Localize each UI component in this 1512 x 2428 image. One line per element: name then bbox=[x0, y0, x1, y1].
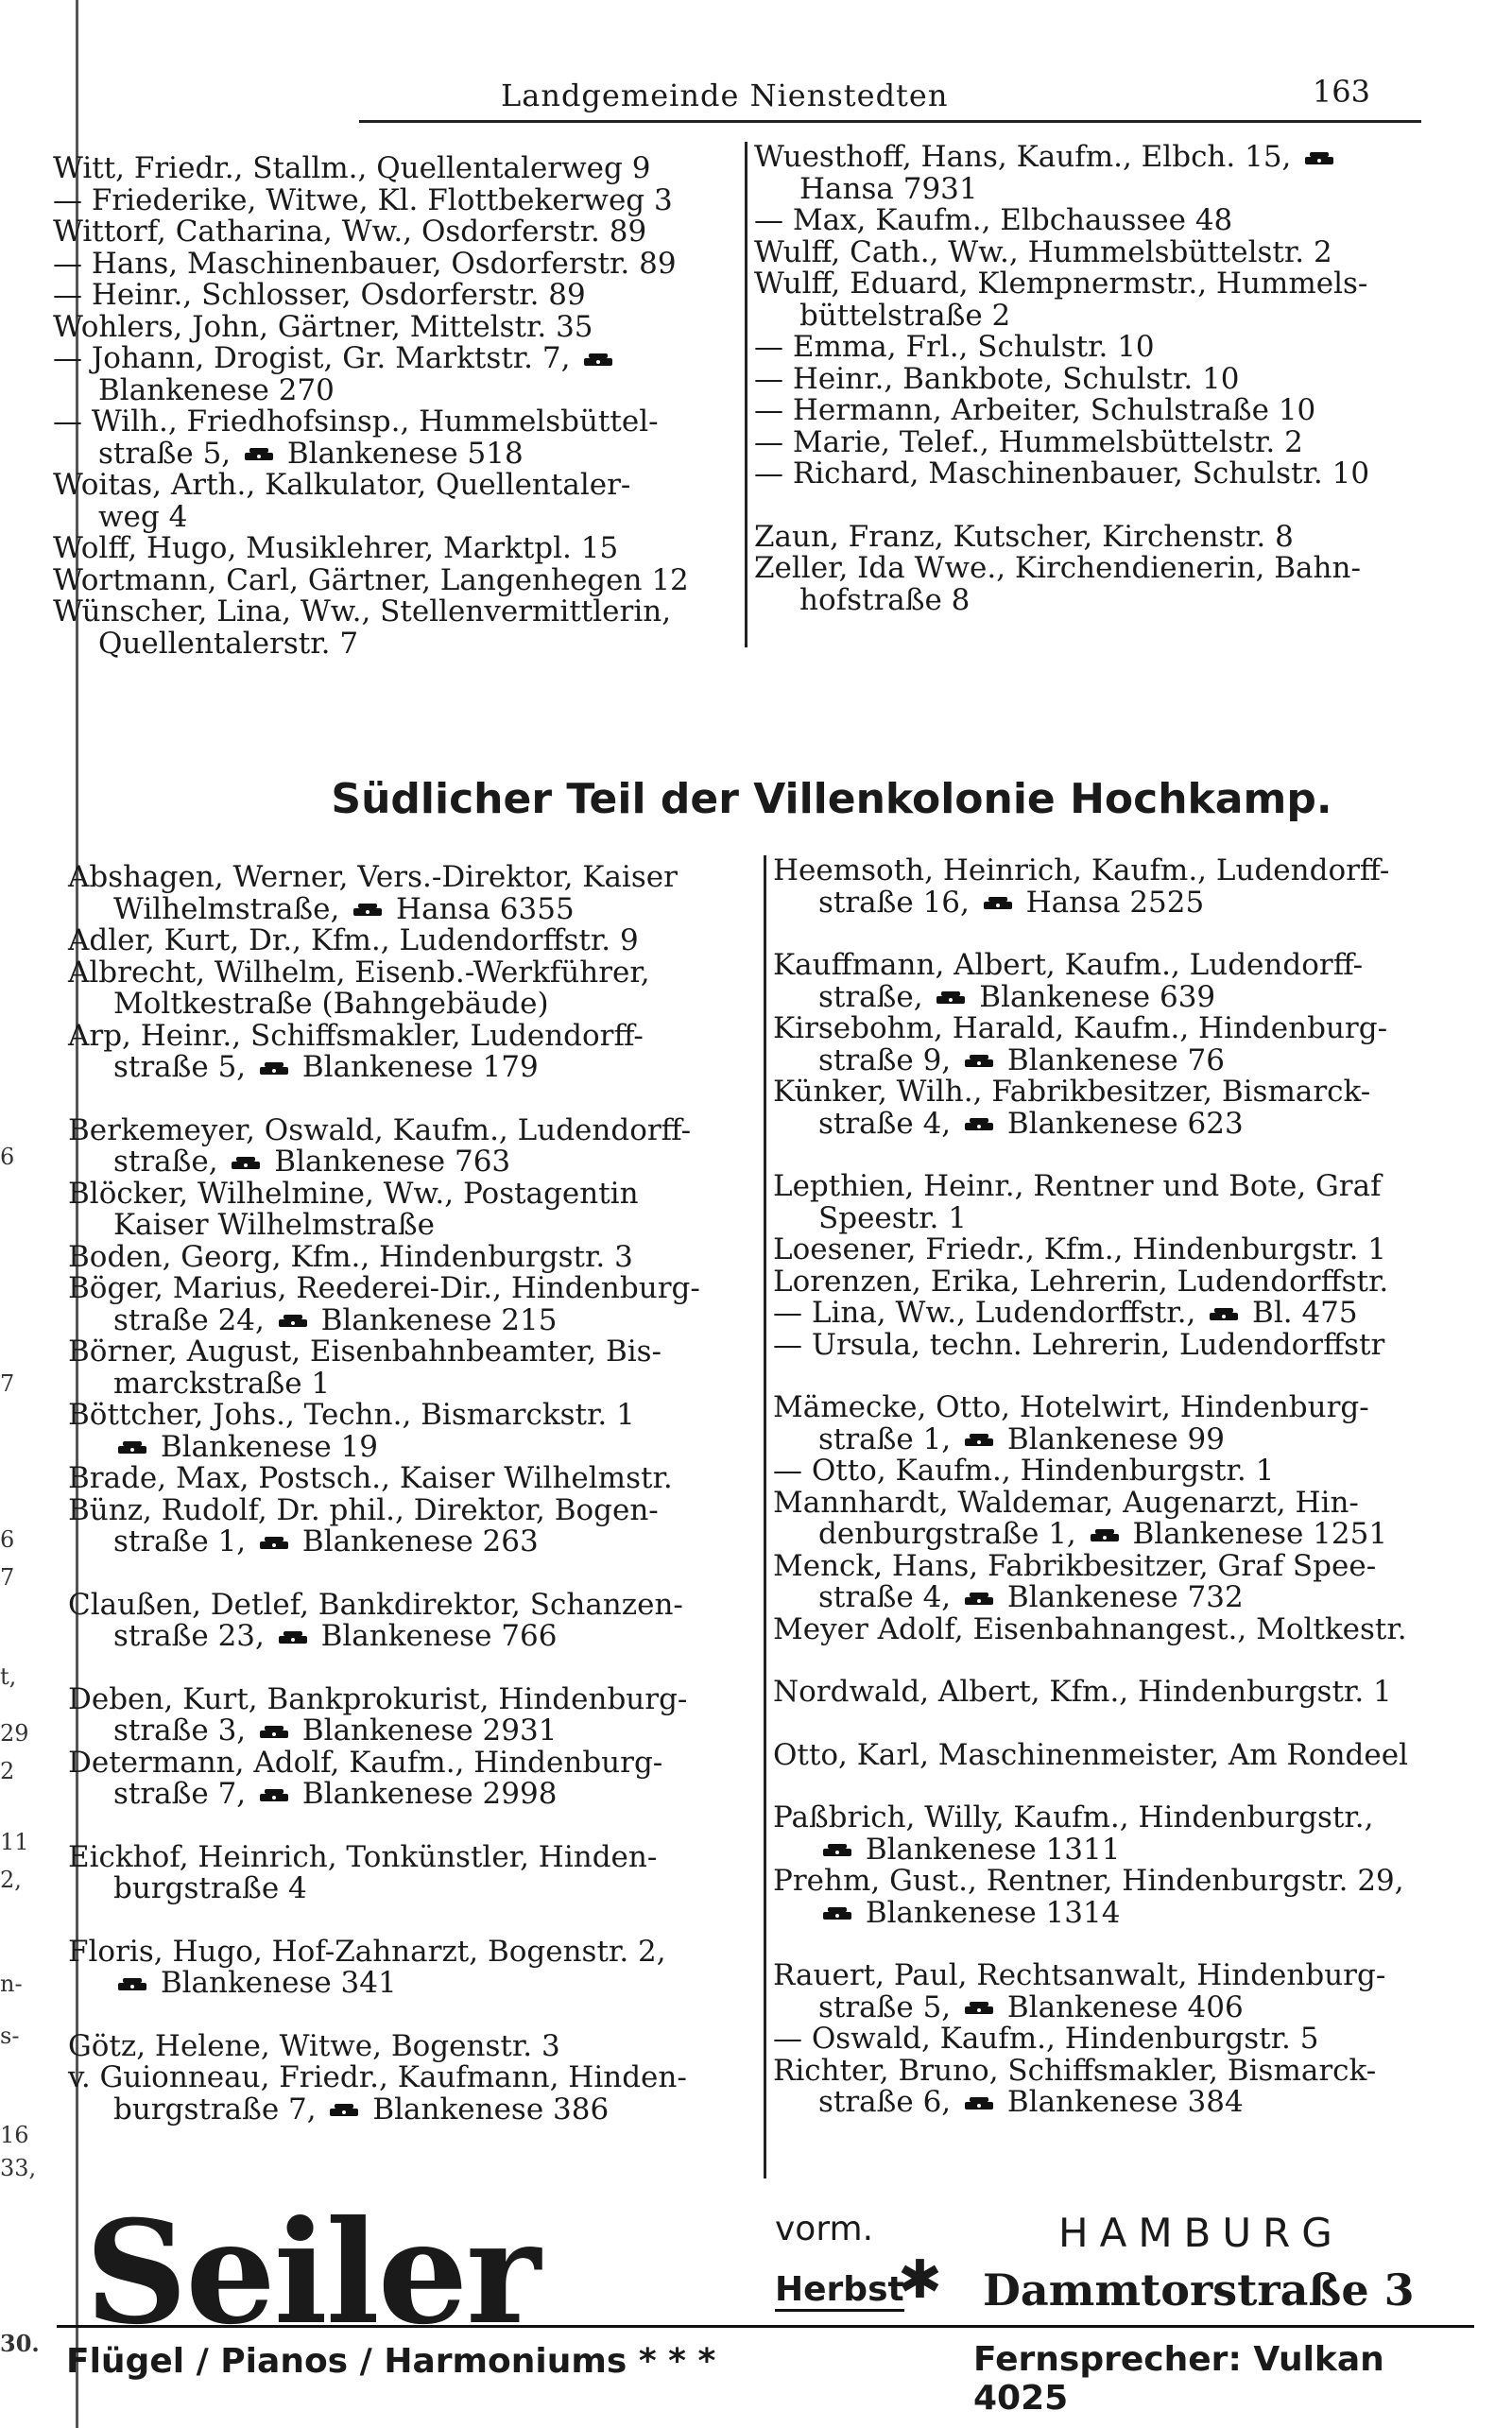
directory-entry-continuation: Quellentalerstr. 7 bbox=[98, 626, 359, 661]
directory-entry: Wulff, Cath., Ww., Hummelsbüttelstr. 2 bbox=[754, 234, 1332, 269]
directory-entry: Abshagen, Werner, Vers.-Direktor, Kaiser bbox=[68, 860, 678, 894]
telephone-icon bbox=[259, 1061, 289, 1076]
directory-entry: Menck, Hans, Fabrikbesitzer, Graf Spee- bbox=[773, 1548, 1377, 1583]
ad-phone: Fernsprecher: Vulkan 4025 bbox=[973, 2340, 1384, 2418]
telephone-icon bbox=[329, 2103, 359, 2118]
telephone-icon bbox=[964, 2001, 994, 2016]
directory-entry-continuation: burgstraße 7, Blankenese 386 bbox=[113, 2092, 610, 2127]
gutter-fragment: n- bbox=[0, 1971, 23, 1997]
telephone-icon bbox=[936, 990, 966, 1006]
page-header bbox=[359, 74, 1389, 125]
running-title: Landgemeinde Nienstedten bbox=[501, 77, 949, 113]
directory-entry-continuation: straße 7, Blankenese 2998 bbox=[113, 1777, 558, 1811]
directory-entry: Künker, Wilh., Fabrikbesitzer, Bismarck- bbox=[773, 1075, 1371, 1109]
gutter-fragment: 7 bbox=[0, 1564, 15, 1591]
gutter-fragment: 33, bbox=[0, 2155, 37, 2181]
directory-entry-continuation: straße 1, Blankenese 263 bbox=[113, 1524, 539, 1558]
gutter-fragment: t, bbox=[0, 1663, 17, 1690]
directory-entry: — Heinr., Bankbote, Schulstr. 10 bbox=[754, 361, 1240, 396]
directory-entry: — Hans, Maschinenbauer, Osdorferstr. 89 bbox=[53, 246, 677, 281]
directory-entry: Claußen, Detlef, Bankdirektor, Schanzen- bbox=[68, 1587, 683, 1622]
telephone-icon bbox=[352, 903, 383, 918]
header-rule bbox=[359, 120, 1421, 123]
directory-entry-continuation: straße 5, Blankenese 179 bbox=[113, 1050, 539, 1084]
ad-vorm: vorm. bbox=[775, 2210, 874, 2248]
telephone-icon bbox=[244, 447, 274, 462]
directory-entry: Loesener, Friedr., Kfm., Hindenburgstr. 1 bbox=[773, 1232, 1387, 1266]
gutter-fragment: 2 bbox=[0, 1758, 15, 1784]
directory-entry: Prehm, Gust., Rentner, Hindenburgstr. 29, bbox=[773, 1864, 1404, 1898]
gutter-fragment: 29 bbox=[0, 1720, 29, 1747]
directory-entry: Wuesthoff, Hans, Kaufm., Elbch. 15, bbox=[754, 142, 1453, 174]
directory-entry: Meyer Adolf, Eisenbahnangest., Moltkestr. bbox=[773, 1611, 1407, 1646]
directory-entry-continuation: straße 16, Hansa 2525 bbox=[818, 885, 1205, 920]
star-icon: ✱ bbox=[898, 2249, 942, 2311]
directory-entry: — Hermann, Arbeiter, Schulstraße 10 bbox=[754, 393, 1316, 427]
telephone-icon bbox=[964, 1433, 994, 1448]
directory-entry: Rauert, Paul, Rechtsanwalt, Hindenburg- bbox=[773, 1958, 1386, 1992]
directory-entry: v. Guionneau, Friedr., Kaufmann, Hinden- bbox=[68, 2060, 687, 2094]
directory-entry: Kirsebohm, Harald, Kaufm., Hindenburg- bbox=[773, 1011, 1388, 1045]
telephone-icon bbox=[964, 1117, 994, 1132]
gutter-fragment: 11 bbox=[0, 1829, 29, 1855]
directory-entry-continuation: Blankenese 1314 bbox=[773, 1898, 1472, 1930]
directory-entry: Böger, Marius, Reederei-Dir., Hindenburg- bbox=[68, 1271, 700, 1305]
section-title: Südlicher Teil der Villenkolonie Hochkamp. bbox=[331, 775, 1332, 823]
directory-entry: Böttcher, Johs., Techn., Bismarckstr. 1 bbox=[68, 1398, 635, 1432]
gutter-fragment: s- bbox=[0, 2023, 20, 2049]
directory-entry-continuation: burgstraße 4 bbox=[113, 1871, 307, 1905]
directory-entry: — Oswald, Kaufm., Hindenburgstr. 5 bbox=[773, 2022, 1319, 2056]
directory-entry: — Otto, Kaufm., Hindenburgstr. 1 bbox=[773, 1454, 1275, 1488]
directory-entry: Berkemeyer, Oswald, Kaufm., Ludendorff- bbox=[68, 1112, 692, 1147]
directory-entry-continuation: Blankenese 341 bbox=[68, 1968, 748, 2000]
telephone-icon bbox=[117, 1440, 147, 1455]
hochkamp-left-column bbox=[68, 862, 748, 2126]
directory-entry-continuation: straße 5, Blankenese 518 bbox=[98, 436, 524, 471]
directory-entry-continuation: Blankenese 270 bbox=[98, 372, 335, 407]
directory-entry-continuation: straße 24, Blankenese 215 bbox=[113, 1302, 558, 1337]
directory-entry-continuation: Kaiser Wilhelmstraße bbox=[113, 1208, 435, 1242]
directory-entry-continuation: straße 9, Blankenese 76 bbox=[818, 1042, 1226, 1077]
telephone-icon bbox=[259, 1536, 289, 1551]
directory-entry-continuation: straße 23, Blankenese 766 bbox=[113, 1619, 558, 1653]
directory-entry: — Emma, Frl., Schulstr. 10 bbox=[754, 330, 1155, 364]
nienstedten-right-column bbox=[754, 142, 1453, 616]
directory-entry: Otto, Karl, Maschinenmeister, Am Rondeel bbox=[773, 1737, 1408, 1772]
nienstedten-left-column bbox=[53, 153, 733, 660]
column-divider bbox=[745, 142, 747, 647]
directory-entry: Determann, Adolf, Kaufm., Hindenburg- bbox=[68, 1745, 663, 1780]
telephone-icon bbox=[583, 353, 613, 368]
ad-herbst: Herbst bbox=[775, 2270, 904, 2312]
telephone-icon bbox=[822, 1843, 852, 1858]
telephone-icon bbox=[117, 1977, 147, 1992]
directory-entry: Wünscher, Lina, Ww., Stellenvermittlerin, bbox=[53, 594, 672, 629]
directory-entry: Wolff, Hugo, Musiklehrer, Marktpl. 15 bbox=[53, 531, 619, 565]
directory-entry: Mannhardt, Waldemar, Augenarzt, Hin- bbox=[773, 1485, 1359, 1520]
directory-entry: — Heinr., Schlosser, Osdorferstr. 89 bbox=[53, 278, 586, 312]
telephone-icon bbox=[259, 1725, 289, 1740]
directory-entry: Deben, Kurt, Bankprokurist, Hindenburg- bbox=[68, 1681, 688, 1716]
directory-entry-continuation: straße 4, Blankenese 623 bbox=[818, 1106, 1244, 1141]
directory-entry-continuation: weg 4 bbox=[98, 499, 188, 534]
directory-entry: Zaun, Franz, Kutscher, Kirchenstr. 8 bbox=[754, 519, 1294, 554]
directory-entry-continuation: Hansa 7931 bbox=[799, 171, 978, 206]
directory-entry: Witt, Friedr., Stallm., Quellentalerweg 9 bbox=[53, 151, 651, 185]
telephone-icon bbox=[259, 1788, 289, 1803]
directory-entry-continuation: straße 5, Blankenese 406 bbox=[818, 1989, 1244, 2024]
directory-entry: — Lina, Ww., Ludendorffstr., Bl. 475 bbox=[773, 1296, 1358, 1330]
column-divider bbox=[764, 855, 766, 2178]
ad-city: HAMBURG bbox=[1058, 2210, 1344, 2256]
directory-entry: Blöcker, Wilhelmine, Ww., Postagentin bbox=[68, 1176, 639, 1211]
directory-entry-continuation: büttelstraße 2 bbox=[799, 298, 1011, 333]
directory-entry: Boden, Georg, Kfm., Hindenburgstr. 3 bbox=[68, 1239, 633, 1274]
directory-entry-continuation: Blankenese 1311 bbox=[773, 1834, 1472, 1867]
page-number: 163 bbox=[1312, 74, 1370, 110]
directory-entry: — Friederike, Witwe, Kl. Flottbekerweg 3 bbox=[53, 182, 673, 217]
directory-entry: Kauffmann, Albert, Kaufm., Ludendorff- bbox=[773, 948, 1364, 982]
directory-entry-continuation: denburgstraße 1, Blankenese 1251 bbox=[818, 1517, 1388, 1551]
telephone-icon bbox=[964, 1592, 994, 1607]
directory-entry: Richter, Bruno, Schiffsmakler, Bismarck- bbox=[773, 2053, 1377, 2088]
directory-entry: Floris, Hugo, Hof-Zahnarzt, Bogenstr. 2, bbox=[68, 1934, 666, 1969]
directory-entry: — Johann, Drogist, Gr. Marktstr. 7, bbox=[53, 343, 733, 375]
directory-entry: Eickhof, Heinrich, Tonkünstler, Hinden- bbox=[68, 1839, 658, 1874]
telephone-icon bbox=[278, 1314, 308, 1329]
directory-entry-continuation: straße, Blankenese 763 bbox=[113, 1145, 511, 1179]
directory-entry-continuation: straße 1, Blankenese 99 bbox=[818, 1421, 1226, 1456]
gutter-fragment: 16 bbox=[0, 2122, 29, 2148]
directory-entry-continuation: straße, Blankenese 639 bbox=[818, 979, 1216, 1014]
directory-entry: Albrecht, Wilhelm, Eisenb.-Werkführer, bbox=[68, 955, 650, 990]
directory-entry: Nordwald, Albert, Kfm., Hindenburgstr. 1 bbox=[773, 1675, 1392, 1709]
directory-entry: Lepthien, Heinr., Rentner und Bote, Graf bbox=[773, 1169, 1382, 1203]
directory-entry: Paßbrich, Willy, Kaufm., Hindenburgstr., bbox=[773, 1800, 1374, 1834]
directory-entry: Zeller, Ida Wwe., Kirchendienerin, Bahn- bbox=[754, 551, 1361, 585]
telephone-icon bbox=[1304, 151, 1334, 166]
directory-entry: Mämecke, Otto, Hotelwirt, Hindenburg- bbox=[773, 1390, 1369, 1424]
telephone-icon bbox=[822, 1906, 852, 1921]
directory-entry: Heemsoth, Heinrich, Kaufm., Ludendorff- bbox=[773, 853, 1390, 887]
directory-entry: — Richard, Maschinenbauer, Schulstr. 10 bbox=[754, 456, 1370, 491]
directory-entry-continuation: straße 6, Blankenese 384 bbox=[818, 2085, 1244, 2119]
directory-entry-continuation: Speestr. 1 bbox=[818, 1200, 967, 1235]
directory-entry: — Ursula, techn. Lehrerin, Ludendorffstr bbox=[773, 1327, 1385, 1362]
directory-entry-continuation: hofstraße 8 bbox=[799, 582, 971, 617]
gutter-fragment: 7 bbox=[0, 1370, 15, 1397]
hochkamp-right-column bbox=[773, 855, 1472, 2119]
directory-entry-continuation: marckstraße 1 bbox=[113, 1366, 331, 1401]
telephone-icon bbox=[1090, 1528, 1120, 1543]
telephone-icon bbox=[983, 896, 1013, 911]
directory-entry: — Max, Kaufm., Elbchaussee 48 bbox=[754, 203, 1233, 237]
directory-entry: Wittorf, Catharina, Ww., Osdorferstr. 89 bbox=[53, 215, 647, 249]
telephone-icon bbox=[278, 1630, 308, 1645]
ad-address: Dammtorstraße 3 bbox=[983, 2264, 1415, 2316]
directory-entry: — Wilh., Friedhofsinsp., Hummelsbüttel- bbox=[53, 405, 659, 439]
directory-entry: — Marie, Telef., Hummelsbüttelstr. 2 bbox=[754, 424, 1303, 459]
telephone-icon bbox=[231, 1156, 261, 1171]
directory-entry-continuation: straße 4, Blankenese 732 bbox=[818, 1580, 1244, 1614]
directory-entry: Wohlers, John, Gärtner, Mittelstr. 35 bbox=[53, 309, 593, 344]
gutter-fragment: 6 bbox=[0, 1144, 15, 1170]
telephone-icon bbox=[964, 2096, 994, 2111]
brand-logo: Seiler bbox=[85, 2190, 540, 2356]
ad-rule bbox=[57, 2325, 1474, 2328]
gutter-fragment: 2, bbox=[0, 1867, 22, 1893]
directory-entry: Bünz, Rudolf, Dr. phil., Direktor, Bogen- bbox=[68, 1492, 659, 1527]
telephone-icon bbox=[964, 1054, 994, 1069]
directory-entry: Wortmann, Carl, Gärtner, Langenhegen 12 bbox=[53, 562, 689, 597]
gutter-fragment: 30. bbox=[0, 2330, 40, 2357]
directory-entry: Götz, Helene, Witwe, Bogenstr. 3 bbox=[68, 2028, 560, 2063]
seiler-advertisement bbox=[57, 2190, 1474, 2418]
directory-entry: Brade, Max, Postsch., Kaiser Wilhelmstr. bbox=[68, 1461, 673, 1495]
telephone-icon bbox=[1209, 1307, 1239, 1322]
directory-entry: Börner, August, Eisenbahnbeamter, Bis- bbox=[68, 1335, 662, 1369]
directory-entry: Arp, Heinr., Schiffsmakler, Ludendorff- bbox=[68, 1018, 644, 1053]
directory-entry: Lorenzen, Erika, Lehrerin, Ludendorffstr. bbox=[773, 1264, 1389, 1299]
gutter-fragment: 6 bbox=[0, 1526, 15, 1553]
directory-entry: Adler, Kurt, Dr., Kfm., Ludendorffstr. 9 bbox=[68, 923, 639, 957]
directory-entry-continuation: straße 3, Blankenese 2931 bbox=[113, 1713, 558, 1748]
directory-entry: Wulff, Eduard, Klempnermstr., Hummels- bbox=[754, 267, 1368, 301]
directory-entry-continuation: Blankenese 19 bbox=[68, 1432, 748, 1464]
directory-entry-continuation: Wilhelmstraße, Hansa 6355 bbox=[113, 891, 575, 926]
directory-entry: Woitas, Arth., Kalkulator, Quellentaler- bbox=[53, 468, 631, 502]
ad-products: Flügel / Pianos / Harmoniums * * * bbox=[66, 2342, 716, 2381]
directory-entry-continuation: Moltkestraße (Bahngebäude) bbox=[113, 987, 549, 1021]
